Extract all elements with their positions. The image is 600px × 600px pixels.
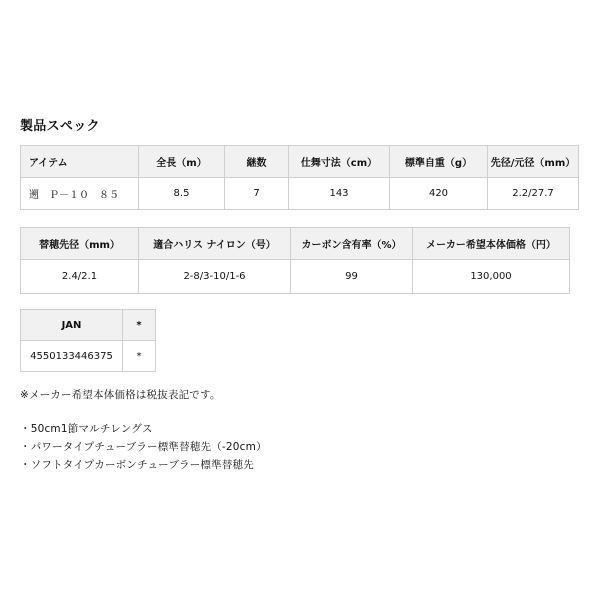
cell-sections: 7 <box>225 178 289 210</box>
header-sections: 継数 <box>225 146 289 178</box>
header-closed-length: 仕舞寸法（cm） <box>289 146 390 178</box>
cell-closed-length: 143 <box>289 178 390 210</box>
table-row <box>21 341 156 372</box>
cell-item: 遡 Ｐ－１０ ８５ <box>21 178 139 210</box>
header-tip-butt-diameter: 先径/元径（mm） <box>488 146 579 178</box>
header-jan: JAN <box>21 310 123 341</box>
spec-table-main <box>20 145 579 210</box>
table-header-row <box>21 310 156 341</box>
cell-jan-code: 4550133446375 <box>21 341 123 372</box>
header-length: 全長（m） <box>139 146 225 178</box>
cell-line-rating: 2-8/3-10/1-6 <box>139 260 291 294</box>
header-asterisk: * <box>123 310 156 341</box>
feature-bullet: ・パワータイプチューブラー標準替穂先（-20cm） <box>20 441 267 453</box>
header-spare-tip-diameter: 替穂先径（mm） <box>21 228 139 260</box>
table-header-row <box>21 228 570 260</box>
header-weight: 標準自重（g） <box>390 146 488 178</box>
cell-length: 8.5 <box>139 178 225 210</box>
header-item: アイテム <box>21 146 139 178</box>
header-carbon-content: カーボン含有率（%） <box>291 228 413 260</box>
feature-bullet: ・50cm1節マルチレングス <box>20 423 153 435</box>
spec-table-secondary <box>20 227 570 294</box>
table-header-row <box>21 146 579 178</box>
price-note: ※メーカー希望本体価格は税抜表記です。 <box>20 389 221 401</box>
header-line-rating: 適合ハリス ナイロン（号） <box>139 228 291 260</box>
cell-tip-butt-diameter: 2.2/27.7 <box>488 178 579 210</box>
cell-price: 130,000 <box>413 260 570 294</box>
feature-bullet: ・ソフトタイプカーボンチューブラー標準替穂先 <box>20 459 254 471</box>
table-row <box>21 260 570 294</box>
table-row <box>21 178 579 210</box>
notes <box>20 386 267 474</box>
header-price: メーカー希望本体価格（円） <box>413 228 570 260</box>
cell-weight: 420 <box>390 178 488 210</box>
cell-carbon-content: 99 <box>291 260 413 294</box>
jan-table <box>20 309 156 372</box>
cell-asterisk: * <box>123 341 156 372</box>
section-title: 製品スペック <box>20 119 100 134</box>
cell-spare-tip-diameter: 2.4/2.1 <box>21 260 139 294</box>
